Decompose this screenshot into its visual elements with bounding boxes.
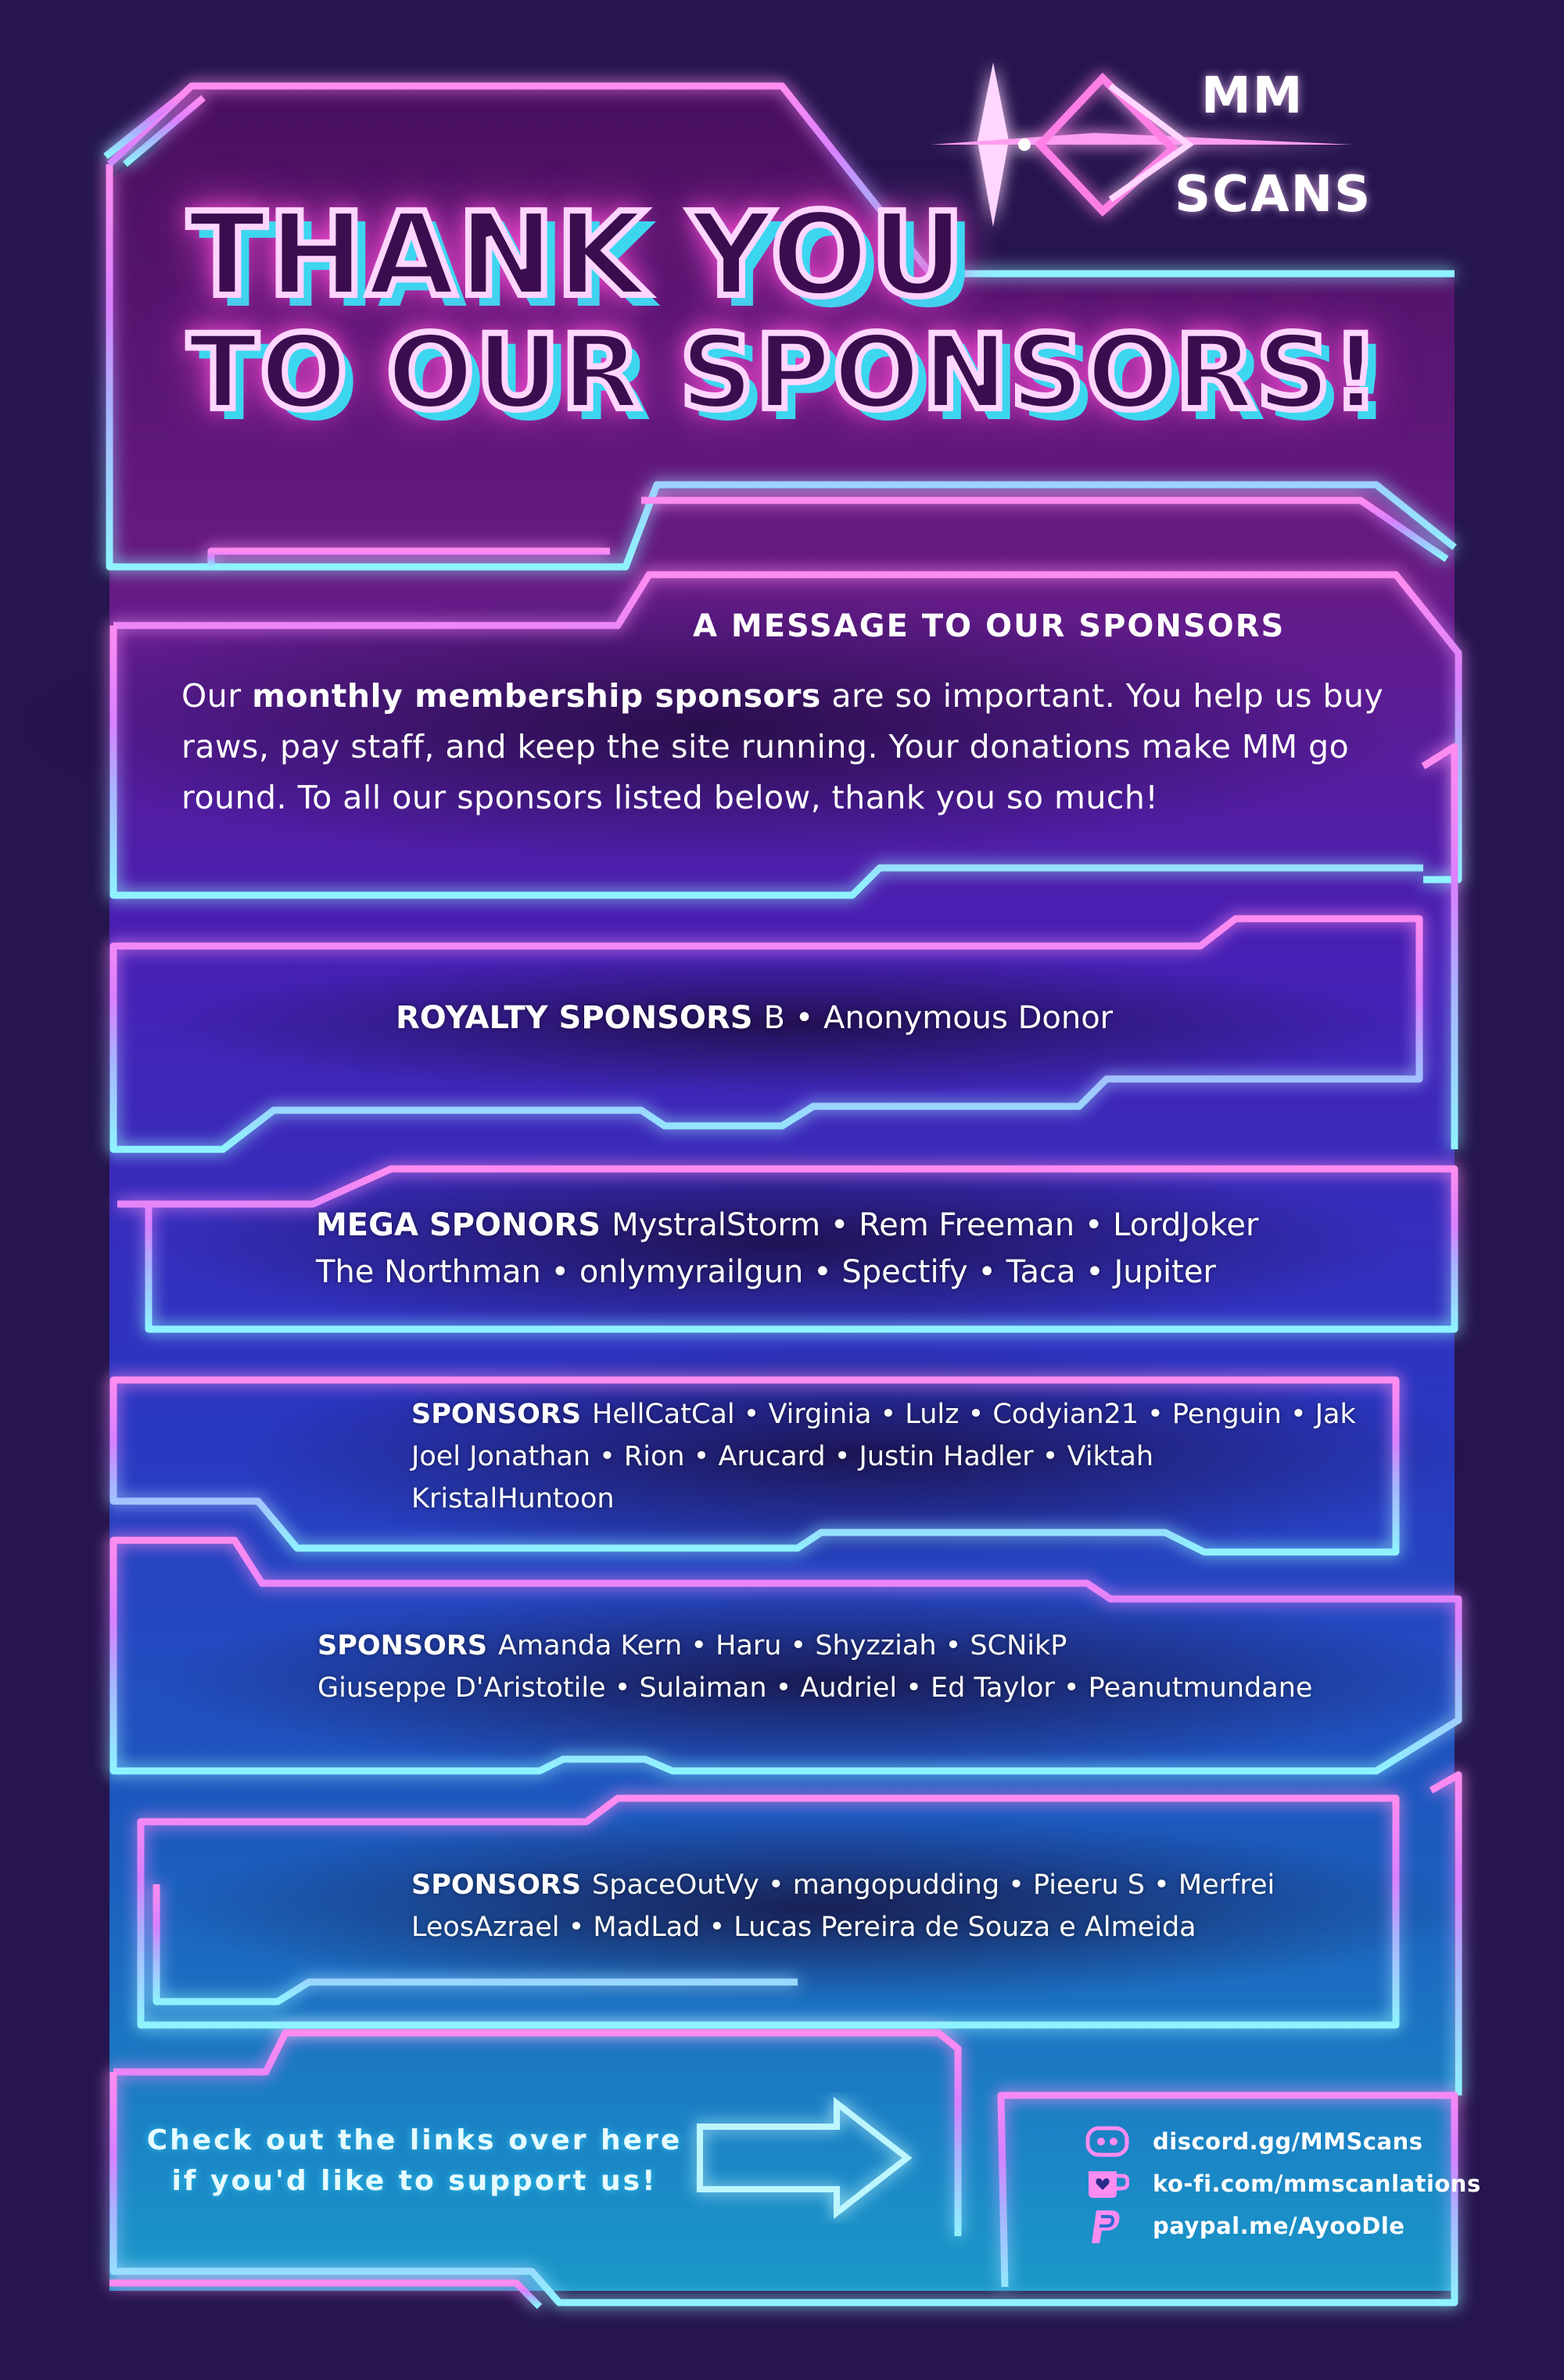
tier-label: MEGA SPONORS [316,1207,601,1243]
link-discord[interactable] [1084,2120,1481,2163]
page-title-line2: TO OUR SPONSORS! [188,313,1381,433]
page-title-line1: THANK YOU [188,188,967,322]
sponsor-names: SpaceOutVy • mangopudding • Pieeru S • Merfrei [592,1869,1275,1901]
sponsors-group-3 [411,1864,1275,1948]
kofi-cup-icon [1084,2166,1131,2202]
link-text[interactable]: paypal.me/AyooDle [1153,2213,1405,2239]
sponsor-names: LeosAzrael • MadLad • Lucas Pereira de Souza e Almeida [411,1912,1196,1943]
brand-mm: MM [1201,67,1304,125]
tier-label: SPONSORS [317,1630,488,1661]
discord-icon [1084,2124,1131,2160]
sponsor-names: The Northman • onlymyrailgun • Spectify • Taca • Jupiter [316,1254,1216,1290]
call-to-action [141,2120,688,2202]
sponsor-names: MystralStorm • Rem Freeman • LordJoker [612,1207,1259,1243]
sponsor-names: Giuseppe D'Aristotile • Sulaiman • Audriel • Ed Taylor • Peanutmundane [317,1672,1313,1704]
message-highlight: monthly membership sponsors [252,677,821,715]
tier-label: ROYALTY SPONSORS [396,1000,753,1036]
link-paypal[interactable] [1084,2205,1481,2247]
sponsor-names: Amanda Kern • Haru • Shyzziah • SCNikP [498,1630,1067,1661]
link-kofi[interactable] [1084,2163,1481,2205]
cta-line1: Check out the links over here [146,2124,683,2156]
sponsors-group-1 [411,1393,1356,1520]
sponsors-group-2 [317,1625,1312,1709]
paypal-icon [1084,2208,1131,2244]
sponsor-names: KristalHuntoon [411,1483,615,1514]
tier-label: SPONSORS [411,1869,582,1901]
sponsor-names: Joel Jonathan • Rion • Arucard • Justin Hadler • Viktah [411,1441,1154,1472]
sponsor-names: B • Anonymous Donor [763,1000,1114,1036]
mega-sponsors [316,1202,1258,1296]
tier-label: SPONSORS [411,1399,582,1430]
brand-scans: SCANS [1175,166,1372,224]
message-heading: A MESSAGE TO OUR SPONSORS [693,608,1286,644]
message-text: are so important. You help us buy raws, pay staff, and keep the site running. Your donations make MM go round. To all our sponsors listed below, thank you so much! [181,677,1384,816]
support-links [1084,2120,1481,2247]
cta-line2: if you'd like to support us! [171,2165,658,2197]
link-text[interactable]: ko-fi.com/mmscanlations [1153,2170,1481,2197]
link-text[interactable]: discord.gg/MMScans [1153,2128,1423,2155]
message-intro: Our [181,677,242,715]
royalty-sponsors [396,995,1113,1041]
message-body [181,671,1417,823]
sponsor-names: HellCatCal • Virginia • Lulz • Codyian21 • Penguin • Jak [592,1399,1356,1430]
